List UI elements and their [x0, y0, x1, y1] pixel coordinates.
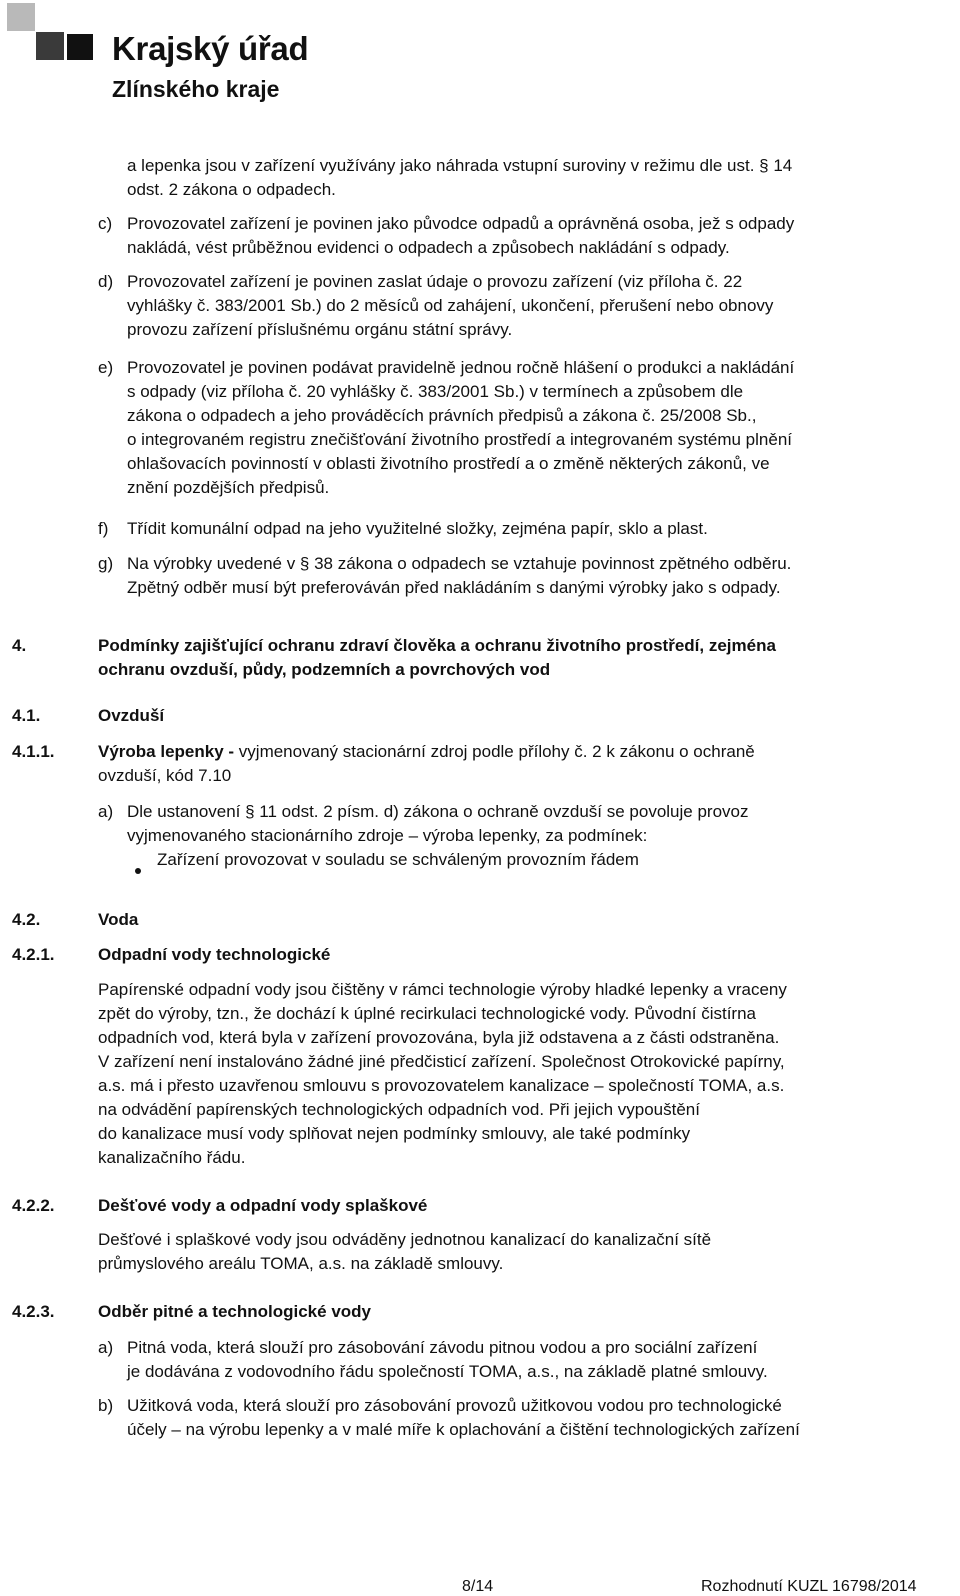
section-number: 4.2.2. [12, 1196, 55, 1215]
section-4-2-1-heading: Odpadní vody technologické [98, 945, 331, 964]
text-line: V zařízení není instalováno žádné jiné předčisticí zařízení. Společnost Otrokovické papírny, [98, 1052, 785, 1071]
section-4-2-3-heading: Odběr pitné a technologické vody [98, 1302, 371, 1321]
text-line: zákona o odpadech a jeho prováděcích právních předpisů a zákona č. 25/2008 Sb., [127, 406, 757, 425]
text-line: ovzduší, kód 7.10 [98, 766, 232, 785]
page-number: 8/14 [462, 1578, 494, 1595]
item-label: a) [98, 802, 114, 821]
logo-title: Krajský úřad [112, 30, 309, 67]
text-line: Papírenské odpadní vody jsou čištěny v rámci technologie výroby hladké lepenky a vraceny [98, 980, 787, 999]
item-label: g) [98, 554, 114, 573]
item-f-text [127, 517, 708, 541]
text-line: a.s. má i přesto uzavřenou smlouvu s provozovatelem kanalizace – společností TOMA, a.s. [98, 1076, 785, 1095]
item-label: e) [98, 358, 114, 377]
logo-subtitle: Zlínského kraje [112, 76, 280, 102]
text-line: na odvádění papírenských technologických odpadních vod. Při jejich vypouštění [98, 1100, 700, 1119]
text-line: účely – na výrobu lepenky a v malé míře k oplachování a čištění technologických zařízení [127, 1420, 800, 1439]
text-line: Třídit komunální odpad na jeho využitelné složky, zejména papír, sklo a plast. [127, 519, 708, 538]
text-line: průmyslového areálu TOMA, a.s. na základě smlouvy. [98, 1254, 504, 1273]
section-number: 4.1.1. [12, 742, 55, 761]
item-d-text [127, 270, 773, 342]
text-line: odpadních vod, která byla v zařízení provozována, byla již odstavena a z části odstraněna. [98, 1028, 780, 1047]
text-line: Zpětný odběr musí být preferováván před nakládáním s danými výrobky jako s odpady. [127, 578, 781, 597]
section-number: 4.2.1. [12, 945, 55, 964]
text-line: ohlašovacích povinností v oblasti životního prostředí a o změně některých zákonů, ve [127, 454, 770, 473]
text-line: Provozovatel zařízení je povinen zaslat údaje o provozu zařízení (viz příloha č. 22 [127, 272, 743, 291]
text-line [98, 740, 755, 764]
item-label: b) [98, 1396, 114, 1415]
text-line: zpět do výroby, tzn., že dochází k úplné recirkulaci technologické vody. Původní čistírna [98, 1004, 756, 1023]
text-line: o integrovaném registru znečišťování životního prostředí a integrovaném systému plnění [127, 430, 793, 449]
logo-square-black [67, 34, 93, 60]
heading-rest: vyjmenovaný stacionární zdroj podle přílohy č. 2 k zákonu o ochraně [234, 742, 755, 761]
item-label: c) [98, 214, 113, 233]
item-a-text [127, 1336, 768, 1384]
bullet-icon [135, 868, 141, 874]
text-line: provozu zařízení příslušnému orgánu státní správy. [127, 320, 513, 339]
item-g-text [127, 552, 791, 600]
section-4-1-1-heading [98, 740, 755, 788]
text-line: Užitková voda, která slouží pro zásobování provozů užitkovou vodou pro technologické [127, 1396, 782, 1415]
item-c-text [127, 212, 794, 260]
section-number: 4.2. [12, 910, 41, 929]
logo-square-dark [36, 32, 64, 60]
text-line: vyhlášky č. 383/2001 Sb.) do 2 měsíců od zahájení, ukončení, přerušení nebo obnovy [127, 296, 774, 315]
text-line: kanalizačního řádu. [98, 1148, 246, 1167]
logo-square-light [7, 3, 35, 31]
section-4-2-1-paragraph [98, 978, 787, 1170]
intro-paragraph [127, 154, 792, 202]
text-line: ochranu ovzduší, půdy, podzemních a povrchových vod [98, 660, 551, 679]
text-line: odst. 2 zákona o odpadech. [127, 180, 336, 199]
text-line: do kanalizace musí vody splňovat nejen podmínky smlouvy, ale také podmínky [98, 1124, 691, 1143]
item-b-text [127, 1394, 800, 1442]
text-line: je dodávána z vodovodního řádu společností TOMA, a.s., na základě platné smlouvy. [127, 1362, 768, 1381]
logo [0, 0, 330, 110]
text-line: Pitná voda, která slouží pro zásobování závodu pitnou vodou a pro sociální zařízení [127, 1338, 758, 1357]
section-4-2-heading: Voda [98, 910, 139, 929]
item-label: f) [98, 519, 109, 538]
text-line: Provozovatel je povinen podávat pravidelně jednou ročně hlášení o produkci a nakládání [127, 358, 795, 377]
section-4-1-heading: Ovzduší [98, 706, 165, 725]
section-number: 4.1. [12, 706, 41, 725]
text-line: Dle ustanovení § 11 odst. 2 písm. d) zákona o ochraně ovzduší se povoluje provoz [127, 802, 749, 821]
item-label: d) [98, 272, 114, 291]
section-number: 4. [12, 636, 27, 655]
heading-bold: Výroba lepenky - [98, 742, 235, 761]
text-line: Provozovatel zařízení je povinen jako původce odpadů a oprávněná osoba, jež s odpady [127, 214, 795, 233]
text-line: Podmínky zajišťující ochranu zdraví člověka a ochranu životního prostředí, zejména [98, 636, 776, 655]
text-line: s odpady (viz příloha č. 20 vyhlášky č. 383/2001 Sb.) v termínech a způsobem dle [127, 382, 744, 401]
section-4-2-2-heading: Dešťové vody a odpadní vody splaškové [98, 1196, 428, 1215]
section-4-heading [98, 634, 776, 682]
item-label: a) [98, 1338, 114, 1357]
document-reference: Rozhodnutí KUZL 16798/2014 [701, 1578, 917, 1595]
section-4-2-2-paragraph [98, 1228, 711, 1276]
text-line: znění pozdějších předpisů. [127, 478, 330, 497]
text-line: vyjmenovaného stacionárního zdroje – výroba lepenky, za podmínek: [127, 826, 648, 845]
text-line: a lepenka jsou v zařízení využívány jako náhrada vstupní suroviny v režimu dle ust. § 14 [127, 156, 793, 175]
item-a-text [127, 800, 749, 848]
bullet-item: Zařízení provozovat v souladu se schváleným provozním řádem [157, 850, 639, 869]
text-line: Na výrobky uvedené v § 38 zákona o odpadech se vztahuje povinnost zpětného odběru. [127, 554, 792, 573]
text-line: nakládá, vést průběžnou evidenci o odpadech a způsobech nakládání s odpady. [127, 238, 730, 257]
section-number: 4.2.3. [12, 1302, 55, 1321]
item-e-text [127, 356, 794, 500]
text-line: Dešťové i splaškové vody jsou odváděny jednotnou kanalizací do kanalizační sítě [98, 1230, 712, 1249]
